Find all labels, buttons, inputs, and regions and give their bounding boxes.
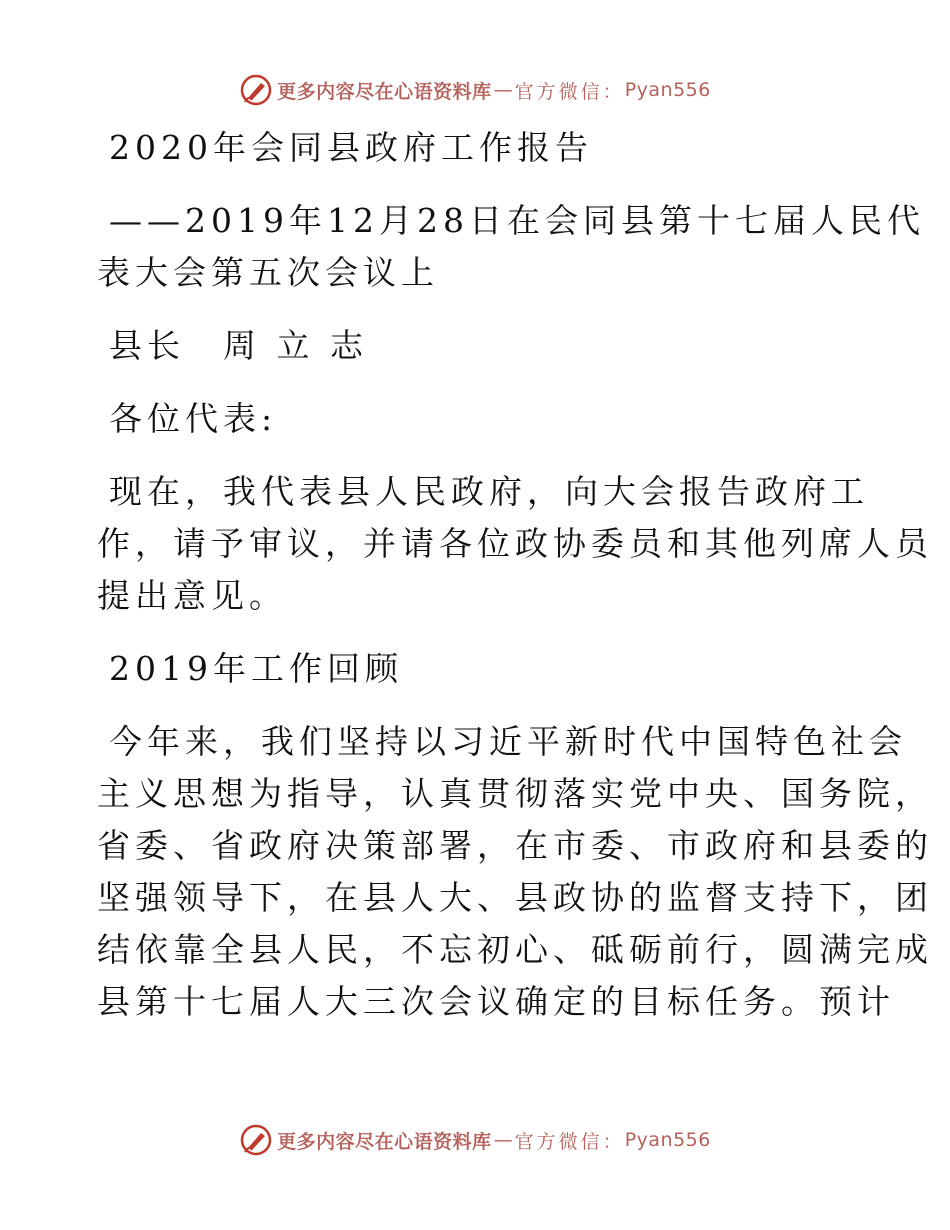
body-line: 省委、省政府决策部署，在市委、市政府和县委的 [97,826,933,865]
pen-logo-icon [239,1123,273,1157]
watermark-main-text: 更多内容尽在心语资料库 [277,80,492,103]
intro-line: 提出意见。 [97,576,287,615]
document-title-block [97,122,857,174]
subtitle-line: ——2019年12月28日在会同县第十七届人民代 [109,201,925,240]
watermark-label: 官方微信： [514,1130,625,1153]
salutation: 各位代表: [109,399,278,438]
intro-paragraph [97,466,933,622]
section-heading: 2019年工作回顾 [109,649,403,688]
body-line: 坚强领导下，在县人大、县政协的监督支持下，团 [97,878,933,917]
watermark-header [0,70,950,110]
speaker: 县长 周 立 志 [109,326,368,365]
document-body [97,122,933,1049]
body-line: 县第十七届人大三次会议确定的目标任务。预计 [97,982,895,1021]
watermark-wechat-id: Pyan556 [624,1129,711,1151]
watermark-main-text: 更多内容尽在心语资料库 [277,1130,492,1153]
intro-line: 现在，我代表县人民政府，向大会报告政府工 [109,472,869,511]
salutation-block [97,393,857,445]
subtitle-line: 表大会第五次会议上 [97,253,439,292]
speaker-block [97,320,857,372]
intro-line: 作，请予审议，并请各位政协委员和其他列席人员 [97,524,933,563]
body-line: 主义思想为指导，认真贯彻落实党中央、国务院， [97,774,933,813]
document-title: 2020年会同县政府工作报告 [109,128,593,167]
body-line: 结依靠全县人民，不忘初心、砥砺前行，圆满完成 [97,930,933,969]
watermark-wechat-id: Pyan556 [624,79,711,101]
watermark-label: 官方微信： [514,80,625,103]
watermark-footer [0,1120,950,1160]
subtitle-block [97,195,925,299]
watermark-dash: — [493,1129,513,1151]
watermark-dash: — [493,79,513,101]
body-paragraph [97,716,933,1028]
section-heading-block [97,643,857,695]
body-line: 今年来，我们坚持以习近平新时代中国特色社会 [109,722,907,761]
pen-logo-icon [239,73,273,107]
